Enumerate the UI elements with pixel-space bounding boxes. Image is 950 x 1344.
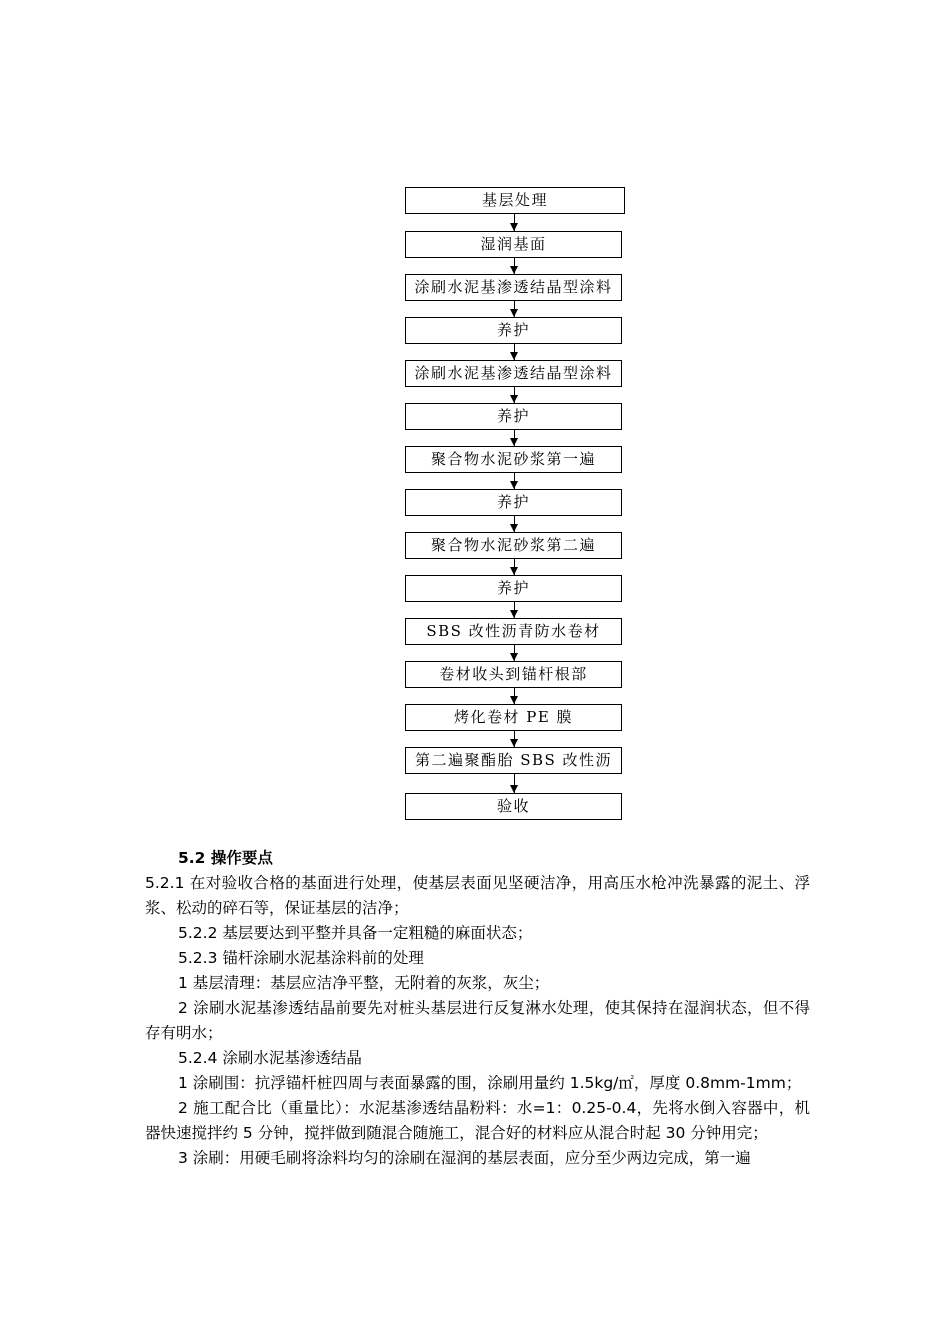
paragraph: 5.2.1 在对验收合格的基面进行处理，使基层表面见坚硬洁净，用高压水枪冲洗暴露的泥土、浮浆、松动的碎石等，保证基层的洁净； — [145, 874, 810, 917]
paragraph: 5.2.3 锚杆涂刷水泥基涂料前的处理 — [178, 949, 424, 967]
section-heading: 5.2 操作要点 — [178, 849, 273, 867]
flow-step: 聚合物水泥砂浆第一遍 — [405, 446, 622, 473]
paragraph: 3 涂刷：用硬毛刷将涂料均匀的涂刷在湿润的基层表面，应分至少两边完成，第一遍 — [178, 1149, 751, 1167]
paragraph: 2 施工配合比（重量比）：水泥基渗透结晶粉料：水=1：0.25-0.4，先将水倒入容器中，机器快速搅拌约 5 分钟，搅拌做到随混合随施工，混合好的材料应从混合时起 30 分钟用完； — [145, 1099, 810, 1142]
paragraph: 1 基层清理：基层应洁净平整，无附着的灰浆，灰尘； — [178, 974, 550, 992]
flow-step: 涂刷水泥基渗透结晶型涂料 — [405, 274, 622, 301]
flow-step: 聚合物水泥砂浆第二遍 — [405, 532, 622, 559]
flow-step: 验收 — [405, 793, 622, 820]
flow-step: 卷材收头到锚杆根部 — [405, 661, 622, 688]
paragraph: 1 涂刷围：抗浮锚杆桩四周与表面暴露的围，涂刷用量约 1.5kg/㎡，厚度 0.8mm-1mm； — [178, 1074, 802, 1092]
flow-step: 第二遍聚酯胎 SBS 改性沥 — [405, 747, 622, 774]
flow-step: 养护 — [405, 489, 622, 516]
flow-step: 湿润基面 — [405, 231, 622, 258]
flow-step: 养护 — [405, 317, 622, 344]
flow-step: 养护 — [405, 403, 622, 430]
flow-step: SBS 改性沥青防水卷材 — [405, 618, 622, 645]
flow-step: 基层处理 — [405, 187, 625, 214]
flow-step: 养护 — [405, 575, 622, 602]
paragraph: 5.2.4 涂刷水泥基渗透结晶 — [178, 1049, 362, 1067]
paragraph: 2 涂刷水泥基渗透结晶前要先对桩头基层进行反复淋水处理，使其保持在湿润状态，但不得存有明水； — [145, 999, 810, 1042]
flow-step: 涂刷水泥基渗透结晶型涂料 — [405, 360, 622, 387]
flow-step: 烤化卷材 PE 膜 — [405, 704, 622, 731]
paragraph: 5.2.2 基层要达到平整并具备一定粗糙的麻面状态； — [178, 924, 533, 942]
operation-points-section — [145, 846, 810, 1171]
